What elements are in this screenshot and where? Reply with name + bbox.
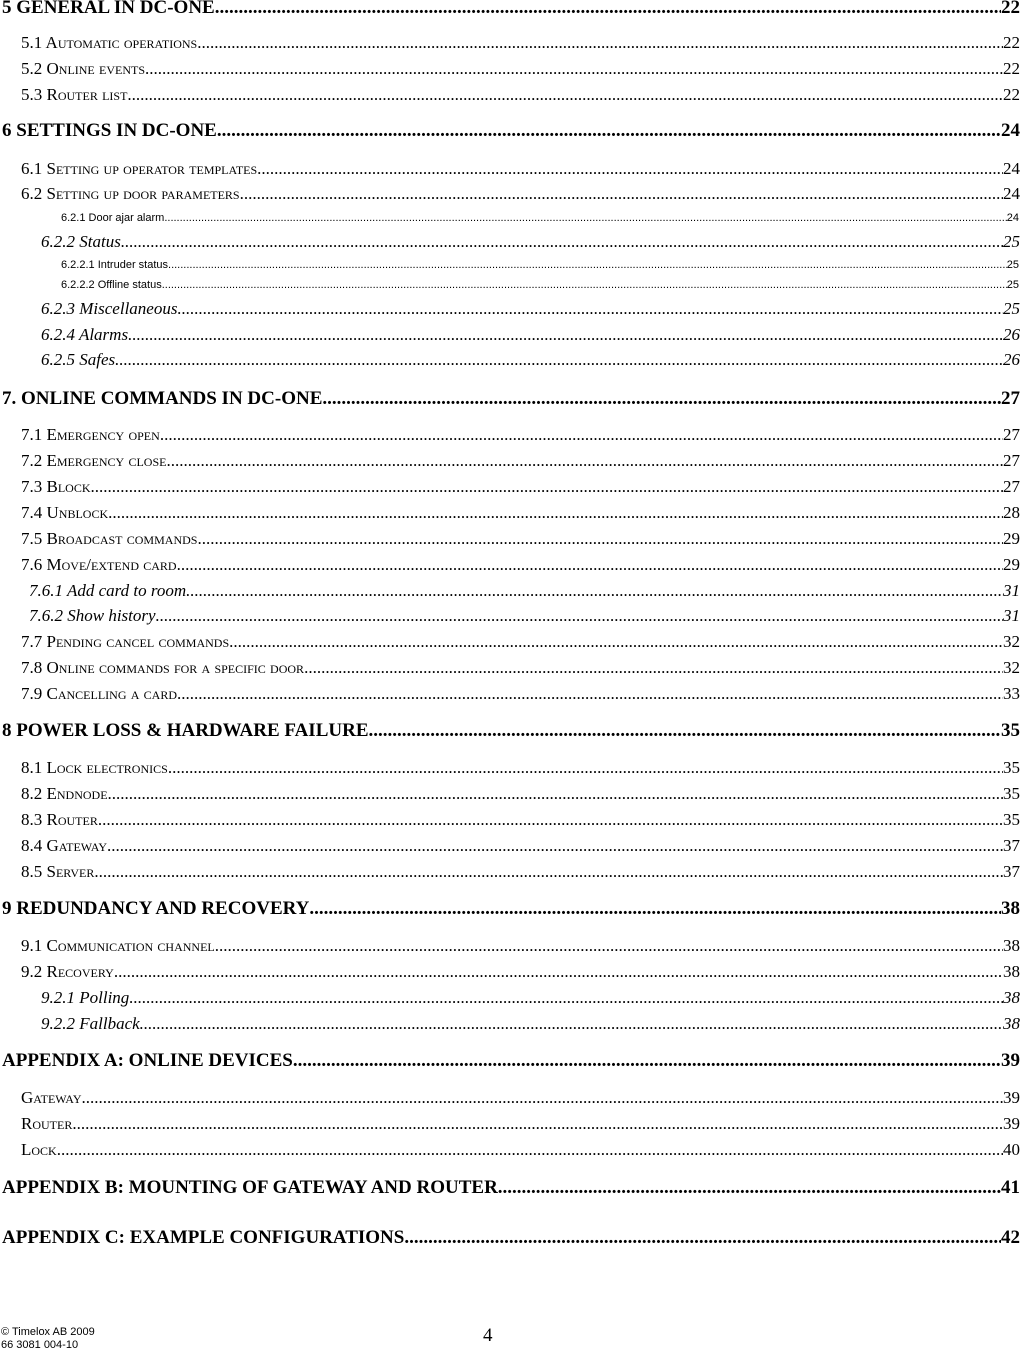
toc-entry-title: 7.9 Cancelling a card [21,684,177,703]
dot-leader [115,350,1003,370]
toc-entry-title: 6.2 Setting up door parameters [21,184,240,203]
toc-entry-page: 42 [1001,1227,1020,1248]
toc-entry-page: 33 [1003,684,1020,703]
toc-entry-page: 25 [1006,279,1019,291]
toc-entry-page: 27 [1003,477,1020,496]
dot-leader [197,529,1003,549]
dot-leader [293,1050,1001,1072]
dot-leader [309,898,1001,920]
toc-entry-page: 38 [1003,962,1020,981]
dot-leader [82,1088,1004,1108]
toc-entry-page: 31 [1003,581,1020,600]
toc-entry-page: 35 [1001,720,1020,741]
dot-leader [498,1177,1001,1199]
dot-leader [94,862,1003,882]
toc-entry[interactable] [41,350,1020,370]
toc-entry[interactable] [29,606,1020,626]
toc-entry[interactable] [21,555,1020,575]
toc-entry-title: 8.2 Endnode [21,784,108,803]
footer-info [1,1326,95,1352]
toc-entry-title: Lock [21,1140,57,1159]
dot-leader [240,184,1003,204]
dot-leader [127,85,1003,105]
toc-entry-title: 6.2.2 Status [41,232,121,251]
footer-page-number: 4 [483,1325,493,1346]
toc-entry-page: 26 [1003,325,1020,344]
toc-entry[interactable] [2,1050,1020,1072]
dot-leader [128,325,1003,345]
footer-doc-number: 66 3081 004-10 [1,1339,79,1351]
toc-entry-title: 7.4 Unblock [21,503,109,522]
dot-leader [121,232,1003,252]
toc-entry-title: 7.7 Pending cancel commands [21,632,230,651]
toc-entry[interactable] [21,425,1020,445]
toc-entry[interactable] [41,988,1020,1008]
toc-entry-title: 5 GENERAL IN DC-ONE [2,0,215,18]
toc-entry-title: 8.4 Gateway [21,836,107,855]
toc-entry-page: 38 [1001,898,1020,919]
toc-entry-page: 22 [1003,33,1020,52]
toc-entry-page: 25 [1006,259,1019,271]
dot-leader [108,503,1003,523]
dot-leader [107,836,1003,856]
dot-leader [186,581,1003,601]
toc-entry-page: 37 [1003,836,1020,855]
toc-entry-page: 24 [1003,184,1020,203]
toc-entry-title: 9.2.1 Polling [41,988,130,1007]
toc-entry-title: 6.2.4 Alarms [41,325,129,344]
toc-entry[interactable] [21,503,1020,523]
dot-leader [215,936,1003,956]
toc-entry-title: APPENDIX B: MOUNTING OF GATEWAY AND ROUTER [2,1177,498,1198]
toc-entry[interactable] [21,33,1020,53]
toc-entry-page: 39 [1003,1114,1020,1133]
dot-leader [369,720,1002,742]
toc-entry[interactable] [21,810,1020,830]
toc-entry-title: APPENDIX A: ONLINE DEVICES [2,1050,293,1071]
toc-entry[interactable] [61,212,1019,224]
dot-leader [108,784,1003,804]
toc-entry[interactable] [21,632,1020,652]
toc-entry[interactable] [21,684,1020,704]
dot-leader [404,1227,1001,1249]
toc-entry-title: 7.1 Emergency open [21,425,160,444]
toc-entry-page: 41 [1001,1177,1020,1198]
toc-entry-page: 29 [1003,555,1020,574]
toc-entry[interactable] [21,529,1020,549]
toc-entry[interactable] [21,159,1020,179]
toc-entry-title: 6 SETTINGS IN DC-ONE [2,120,217,141]
toc-entry-page: 24 [1006,212,1019,224]
dot-leader [140,1014,1003,1034]
dot-leader [322,388,1001,410]
toc-entry-title: 8.5 Server [21,862,95,881]
toc-entry-page: 35 [1003,810,1020,829]
toc-entry-page: 38 [1003,1014,1020,1033]
toc-entry-title: 9.2.2 Fallback [41,1014,140,1033]
toc-entry[interactable] [61,279,1019,291]
toc-entry[interactable] [41,1014,1020,1034]
toc-entry[interactable] [21,184,1020,204]
toc-entry[interactable] [21,451,1020,471]
toc-entry-title: 7.8 Online commands for a specific door [21,658,305,677]
dot-leader [215,0,1001,19]
toc-entry[interactable] [41,325,1020,345]
footer-copyright: © Timelox AB 2009 [1,1326,95,1338]
dot-leader [164,212,1006,224]
toc-entry-page: 32 [1003,658,1020,677]
toc-entry-page: 22 [1001,0,1020,18]
toc-entry-title: 6.2.3 Miscellaneous [41,299,178,318]
toc-entry[interactable] [2,120,1020,142]
dot-leader [91,477,1003,497]
toc-entry[interactable] [21,1114,1020,1134]
toc-entry[interactable] [2,1177,1020,1199]
dot-leader [156,606,1003,626]
toc-entry[interactable] [2,720,1020,742]
toc-entry-page: 37 [1003,862,1020,881]
toc-entry-page: 31 [1003,606,1020,625]
toc-entry-title: 7.5 Broadcast commands [21,529,198,548]
dot-leader [217,120,1001,142]
dot-leader [98,810,1003,830]
toc-entry[interactable] [21,862,1020,882]
toc-entry-page: 38 [1003,988,1020,1007]
toc-entry-page: 22 [1003,59,1020,78]
toc-entry-page: 26 [1003,350,1020,369]
toc-entry-title: 6.2.2.2 Offline status [61,279,162,291]
dot-leader [177,299,1003,319]
toc-entry-title: 7.3 Block [21,477,91,496]
toc-entry-title: 7.6.1 Add card to room [29,581,187,600]
toc-entry[interactable] [21,1088,1020,1108]
toc-entry[interactable] [2,0,1020,19]
toc-entry-page: 38 [1003,936,1020,955]
dot-leader [129,988,1003,1008]
toc-entry-title: Router [21,1114,73,1133]
toc-entry[interactable] [21,936,1020,956]
toc-entry-title: 8 POWER LOSS & HARDWARE FAILURE [2,720,369,741]
toc-entry-title: 9.1 Communication channel [21,936,215,955]
toc-entry-title: Gateway [21,1088,82,1107]
toc-entry-title: APPENDIX C: EXAMPLE CONFIGURATIONS [2,1227,405,1248]
dot-leader [166,451,1003,471]
dot-leader [160,425,1003,445]
dot-leader [168,758,1003,778]
toc-entry[interactable] [41,299,1020,319]
toc-entry-page: 35 [1003,758,1020,777]
toc-entry-page: 35 [1003,784,1020,803]
toc-entry-page: 22 [1003,85,1020,104]
dot-leader [229,632,1003,652]
toc-entry[interactable] [2,1227,1020,1249]
toc-entry[interactable] [21,836,1020,856]
toc-entry[interactable] [21,784,1020,804]
dot-leader [114,962,1003,982]
toc-entry[interactable] [61,259,1019,271]
toc-entry-page: 28 [1003,503,1020,522]
dot-leader [177,684,1003,704]
toc-entry-page: 27 [1001,388,1020,409]
toc-entry[interactable] [41,232,1020,252]
toc-entry-title: 6.1 Setting up operator templates [21,159,258,178]
dot-leader [257,159,1003,179]
toc-entry[interactable] [21,758,1020,778]
toc-entry[interactable] [21,477,1020,497]
dot-leader [177,555,1003,575]
toc-entry-title: 9.2 Recovery [21,962,114,981]
toc-entry[interactable] [21,658,1020,678]
toc-entry[interactable] [2,388,1020,410]
toc-entry[interactable] [21,1140,1020,1160]
dot-leader [197,33,1003,53]
toc-entry[interactable] [21,59,1020,79]
dot-leader [162,279,1007,291]
toc-entry-page: 27 [1003,451,1020,470]
toc-entry-title: 7.6.2 Show history [29,606,156,625]
dot-leader [168,259,1007,271]
toc-entry[interactable] [2,898,1020,920]
toc-entry-title: 8.1 Lock electronics [21,758,168,777]
toc-entry-page: 39 [1003,1088,1020,1107]
dot-leader [145,59,1003,79]
toc-entry-page: 25 [1003,299,1020,318]
toc-entry-title: 5.1 Automatic operations [21,33,198,52]
toc-entry-page: 24 [1003,159,1020,178]
dot-leader [57,1140,1003,1160]
toc-entry[interactable] [29,581,1020,601]
toc-entry-title: 9 REDUNDANCY AND RECOVERY [2,898,310,919]
toc-entry-title: 8.3 Router [21,810,98,829]
toc-entry[interactable] [21,85,1020,105]
toc-entry[interactable] [21,962,1020,982]
toc-entry-title: 7. ONLINE COMMANDS IN DC-ONE [2,388,323,409]
dot-leader [304,658,1003,678]
dot-leader [72,1114,1003,1134]
toc-entry-page: 32 [1003,632,1020,651]
toc-entry-page: 40 [1003,1140,1020,1159]
toc-entry-title: 6.2.2.1 Intruder status [61,259,169,271]
toc-entry-page: 39 [1001,1050,1020,1071]
toc-entry-title: 5.2 Online events [21,59,146,78]
toc-entry-title: 6.2.5 Safes [41,350,116,369]
toc-entry-title: 5.3 Router list [21,85,128,104]
toc-entry-page: 29 [1003,529,1020,548]
toc-entry-page: 25 [1003,232,1020,251]
toc-entry-title: 6.2.1 Door ajar alarm [61,212,165,224]
toc-entry-title: 7.6 Move/extend card [21,555,177,574]
toc-entry-page: 24 [1001,120,1020,141]
toc-entry-page: 27 [1003,425,1020,444]
toc-entry-title: 7.2 Emergency close [21,451,167,470]
